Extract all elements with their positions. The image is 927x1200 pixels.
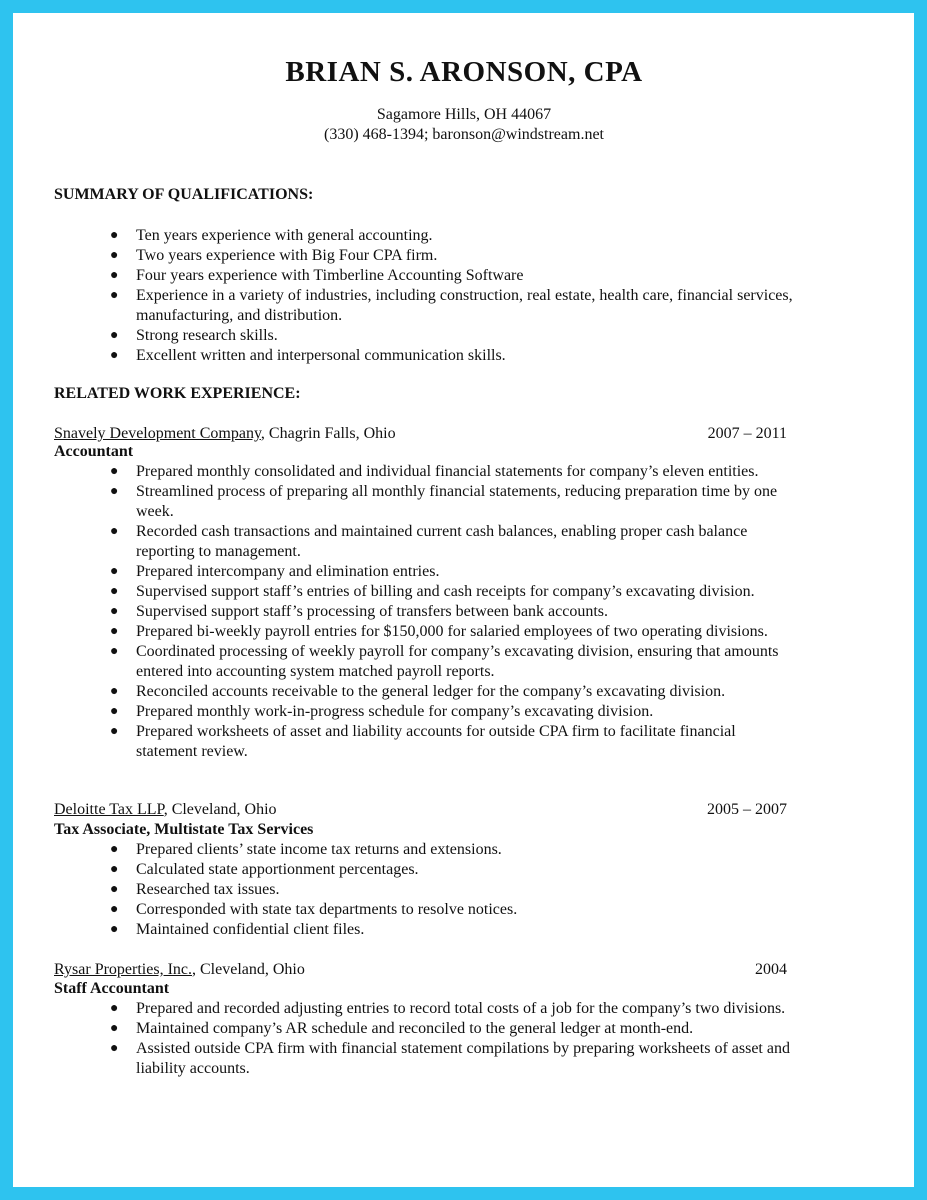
bullet-icon: ● — [110, 464, 119, 479]
list-item: ● Ten years experience with general accounting. — [110, 227, 433, 244]
bullet-icon: ● — [110, 228, 119, 243]
job-header-snavely — [54, 424, 787, 444]
job-title: Tax Associate, Multistate Tax Services — [54, 821, 314, 838]
bullet-icon: ● — [110, 564, 119, 579]
bullet-icon: ● — [110, 1001, 119, 1016]
company-location: , Cleveland, Ohio — [192, 961, 305, 978]
bullet-icon: ● — [110, 882, 119, 897]
list-item: ● Supervised support staff’s entries of billing and cash receipts for company’s excavating division. — [110, 583, 755, 600]
bullet-icon: ● — [110, 1041, 119, 1056]
list-item: ● Researched tax issues. — [110, 881, 280, 898]
bullet-icon: ● — [110, 724, 119, 739]
list-item: ● Corresponded with state tax departments to resolve notices. — [110, 901, 518, 918]
list-item: ● Prepared monthly work-in-progress schedule for company’s excavating division. — [110, 703, 654, 720]
company-name: Rysar Properties, Inc. — [54, 961, 192, 978]
job-duties-list — [54, 999, 794, 1079]
bullet-icon: ● — [110, 268, 119, 283]
candidate-name: BRIAN S. ARONSON, CPA — [285, 56, 643, 88]
list-item: ● Prepared bi-weekly payroll entries for $150,000 for salaried employees of two operating divisions. — [110, 623, 768, 640]
summary-heading: SUMMARY OF QUALIFICATIONS: — [54, 186, 314, 203]
list-item: ● Recorded cash transactions and maintained current cash balances, enabling proper cash balance reporting to management. — [110, 523, 748, 560]
list-item: ● Prepared monthly consolidated and individual financial statements for company’s eleven entities. — [110, 463, 759, 480]
bullet-icon: ● — [110, 288, 119, 303]
bullet-icon: ● — [110, 704, 119, 719]
bullet-icon: ● — [110, 862, 119, 877]
list-item: ● Maintained company’s AR schedule and reconciled to the general ledger at month-end. — [110, 1020, 694, 1037]
company-location: , Cleveland, Ohio — [163, 801, 277, 818]
bullet-icon: ● — [110, 584, 119, 599]
bullet-icon: ● — [110, 484, 119, 499]
list-item: ● Assisted outside CPA firm with financial statement compilations by preparing worksheets of asset and liability accounts. — [110, 1040, 790, 1077]
bullet-icon: ● — [110, 902, 119, 917]
address-line: Sagamore Hills, OH 44067 — [376, 106, 552, 123]
experience-heading: RELATED WORK EXPERIENCE: — [54, 385, 301, 402]
bullet-icon: ● — [110, 348, 119, 363]
bullet-icon: ● — [110, 604, 119, 619]
company-location: , Chagrin Falls, Ohio — [260, 425, 396, 442]
bullet-icon: ● — [110, 644, 119, 659]
bullet-icon: ● — [110, 328, 119, 343]
phone-email-line: (330) 468-1394; baronson@windstream.net — [323, 126, 604, 143]
list-item: ● Prepared clients’ state income tax returns and extensions. — [110, 841, 502, 858]
job-title: Staff Accountant — [54, 980, 170, 997]
list-item: ● Prepared and recorded adjusting entries to record total costs of a job for the company’s two divisions. — [110, 1000, 786, 1017]
job-header-deloitte — [54, 800, 787, 820]
summary-list — [54, 226, 794, 366]
job-duties-list — [54, 840, 794, 940]
list-item: ● Streamlined process of preparing all monthly financial statements, reducing preparation time by one week. — [110, 483, 778, 520]
job-title: Accountant — [54, 443, 134, 460]
list-item: ● Prepared intercompany and elimination entries. — [110, 563, 440, 580]
list-item: ● Two years experience with Big Four CPA firm. — [110, 247, 438, 264]
job-header-rysar — [54, 960, 787, 980]
bullet-icon: ● — [110, 624, 119, 639]
company-name: Snavely Development Company — [54, 425, 261, 442]
list-item: ● Maintained confidential client files. — [110, 921, 365, 938]
bullet-icon: ● — [110, 524, 119, 539]
job-dates: 2005 – 2007 — [707, 801, 787, 818]
bullet-icon: ● — [110, 1021, 119, 1036]
list-item: ● Supervised support staff’s processing of transfers between bank accounts. — [110, 603, 609, 620]
list-item: ● Prepared worksheets of asset and liability accounts for outside CPA firm to facilitate financial statement review. — [110, 723, 736, 760]
list-item: ● Calculated state apportionment percentages. — [110, 861, 419, 878]
job-duties-list — [54, 462, 794, 762]
bullet-icon: ● — [110, 842, 119, 857]
list-item: ● Reconciled accounts receivable to the general ledger for the company’s excavating division. — [110, 683, 726, 700]
bullet-icon: ● — [110, 684, 119, 699]
list-item: ● Coordinated processing of weekly payroll for company’s excavating division, ensuring that amounts entered into accounting system matched payroll reports. — [110, 643, 779, 680]
list-item: ● Experience in a variety of industries, including construction, real estate, health care, financial services, manufacturing, and distribution. — [110, 287, 793, 324]
bullet-icon: ● — [110, 922, 119, 937]
job-dates: 2004 — [755, 961, 787, 978]
company-name: Deloitte Tax LLP — [54, 801, 164, 818]
bullet-icon: ● — [110, 248, 119, 263]
list-item: ● Four years experience with Timberline Accounting Software — [110, 267, 524, 284]
list-item: ● Strong research skills. — [110, 327, 278, 344]
list-item: ● Excellent written and interpersonal communication skills. — [110, 347, 506, 364]
job-dates: 2007 – 2011 — [707, 425, 787, 442]
